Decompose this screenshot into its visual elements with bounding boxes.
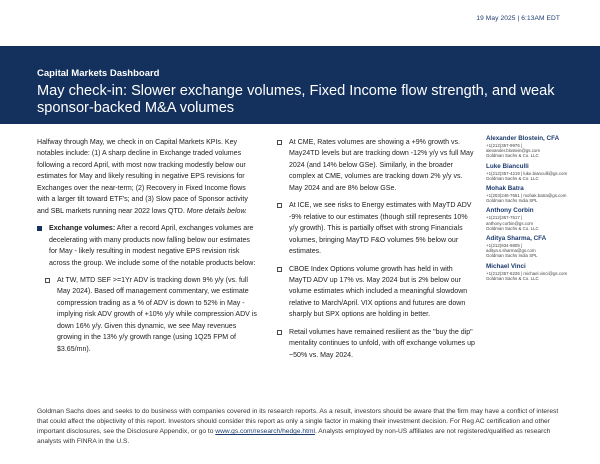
analyst-name: Aditya Sharma, CFA [486, 235, 547, 243]
list-item-text: CBOE Index Options volume growth has held in with MayTD ADV up 17% vs. May 2024 but is 2% below our volume estimates which included a meaningful slowdown relative to March/April. VIX options and futures are down sharply but SPX options are holding in better. [289, 265, 468, 319]
title-banner [0, 46, 600, 124]
intro-text: Halfway through May, we check in on Capital Markets KPIs. Key notables include: (1) A sharp decline in Exchange traded volumes following a record April, with most now tracking modestly below our estimates for May and likely resulting in negative EPS revisions for Exchanges over the near-term; (2) Recovery in Fixed Income flows with a larger tilt toward ETF's; and (3) Slow pace of Sponsor activity and SBL markets running near 2022 lows QTD. [37, 139, 248, 215]
exchange-volumes-bullet [37, 223, 259, 269]
report-series-label: Capital Markets Dashboard [37, 68, 160, 79]
hollow-square-bullet-icon [277, 203, 282, 208]
tw-sub-bullet [45, 275, 259, 355]
analyst-firm: Goldman Sachs India SPL [486, 253, 538, 259]
analyst-firm: Goldman Sachs India SPL [486, 198, 538, 204]
analyst-card [486, 207, 596, 231]
analyst-card [486, 263, 596, 281]
analyst-phone[interactable]: +1(203)246-7661 | mohak.batra@gs.com [486, 193, 567, 199]
analyst-card [486, 135, 596, 159]
report-body [0, 124, 600, 464]
analyst-name: Anthony Corbin [486, 207, 534, 215]
list-item-text: At CME, Rates volumes are showing a +9% growth vs. May24TD levels but are tracking down -12% y/y vs full May 2024 (and 14% below GSe). Similarly, in the broader complex at CME, volumes are tracking down 2% y/y vs. May 2024 and are 8% below GSe. [289, 139, 474, 192]
analyst-card [486, 185, 596, 203]
analyst-phone[interactable]: +1(212)357-4219 | luke.bianculli@gs.com [486, 170, 568, 176]
list-item-text: Retail volumes have remained resilient as the "buy the dip" mentality continues to unfold, with off exchange volumes up ~50% vs. May 2024. [289, 328, 475, 359]
bullet-text: After a record April, exchanges volumes are decelerating with many products now falling below our estimates for May - likely resulting in modest negative EPS revision risk across the group. We include some of the notable products below: [49, 225, 256, 267]
analyst-name: Luke Bianculli [486, 162, 529, 170]
report-title: May check-in: Slower exchange volumes, Fixed Income flow strength, and weak sponsor-backed M&A volumes [37, 83, 555, 116]
analyst-firm: Goldman Sachs & Co. LLC [486, 225, 539, 231]
analyst-email[interactable]: aditya.s.sharma@gs.com [486, 248, 536, 254]
hollow-square-bullet-icon [45, 278, 50, 283]
analyst-name: Michael Vinci [486, 262, 526, 270]
intro-paragraph [37, 137, 259, 217]
analyst-email[interactable]: anthony.corbin@gs.com [486, 220, 534, 226]
left-column [37, 137, 259, 355]
intro-more-details: More details below. [186, 207, 248, 215]
list-item-text: At ICE, we see risks to Energy estimates with MayTD ADV -9% relative to our estimates (though still represents 10% y/y growth). This is partially offset with strong Financials volumes, bringing MayTD F&O volumes 5% below our estimates. [289, 202, 472, 256]
list-item [277, 327, 475, 361]
hollow-square-bullet-icon [277, 267, 282, 272]
publication-datestamp: 19 May 2025 | 6:13AM EDT [476, 15, 560, 22]
hollow-square-bullet-icon [277, 140, 282, 145]
analyst-phone[interactable]: +1(212)934-9805 | [486, 243, 523, 249]
top-bar [0, 0, 600, 46]
disclaimer-text: Goldman Sachs does and seeks to do business with companies covered in its research reports. As a result, investors should be aware that the firm may have a conflict of interest that could affect the objectivity of this report. Investors should consider this report as only a single factor in making their investment decision. For Reg AC certification and other important disclosures, see the Disclosure Appendix, or go to [37, 408, 559, 435]
analyst-phone[interactable]: +1(212)357-7517 | [486, 215, 523, 221]
analyst-phone[interactable]: +1(212)357-6226 | michael.vinci@gs.com [486, 270, 568, 276]
analyst-name: Mohak Batra [486, 185, 524, 193]
disclosure-link[interactable]: www.gs.com/research/hedge.html [215, 428, 315, 435]
list-item [277, 264, 475, 321]
analyst-name: Alexander Blostein, CFA [486, 135, 560, 142]
sub-bullet-text: At TW, MTD SEF >=1Yr ADV is tracking down 9% y/y (vs. full May 2024). Based off management commentary, we estimate compression trading as a % of ADV is down to 52% in May - implying risk ADV growth of +10% y/y while compression ADV is down 16% y/y. Given this dynamic, we see May revenues growing in the 13% y/y growth range (using 1Q25 FPM of $3.65/mn). [57, 276, 257, 353]
analyst-firm: Goldman Sachs & Co. LLC [486, 275, 539, 281]
analyst-firm: Goldman Sachs & Co. LLC [486, 175, 539, 181]
filled-square-bullet-icon [37, 226, 42, 231]
list-item [277, 137, 475, 194]
analyst-firm: Goldman Sachs & Co. LLC [486, 153, 539, 159]
disclaimer [37, 407, 567, 447]
analyst-card [486, 235, 596, 259]
analyst-sidebar [486, 135, 596, 285]
bullet-title: Exchange volumes: [49, 225, 116, 233]
list-item [277, 200, 475, 257]
analyst-phone[interactable]: +1(212)357-9976 | [486, 143, 523, 148]
disclaimer-text-end: . Analysts employed by non-US affiliates are not registered/qualified as research analysts with FINRA in the U.S. [37, 428, 551, 445]
hollow-square-bullet-icon [277, 330, 282, 335]
analyst-email[interactable]: alexander.blostein@gs.com [486, 148, 541, 154]
middle-column [277, 137, 475, 367]
analyst-card [486, 163, 596, 181]
